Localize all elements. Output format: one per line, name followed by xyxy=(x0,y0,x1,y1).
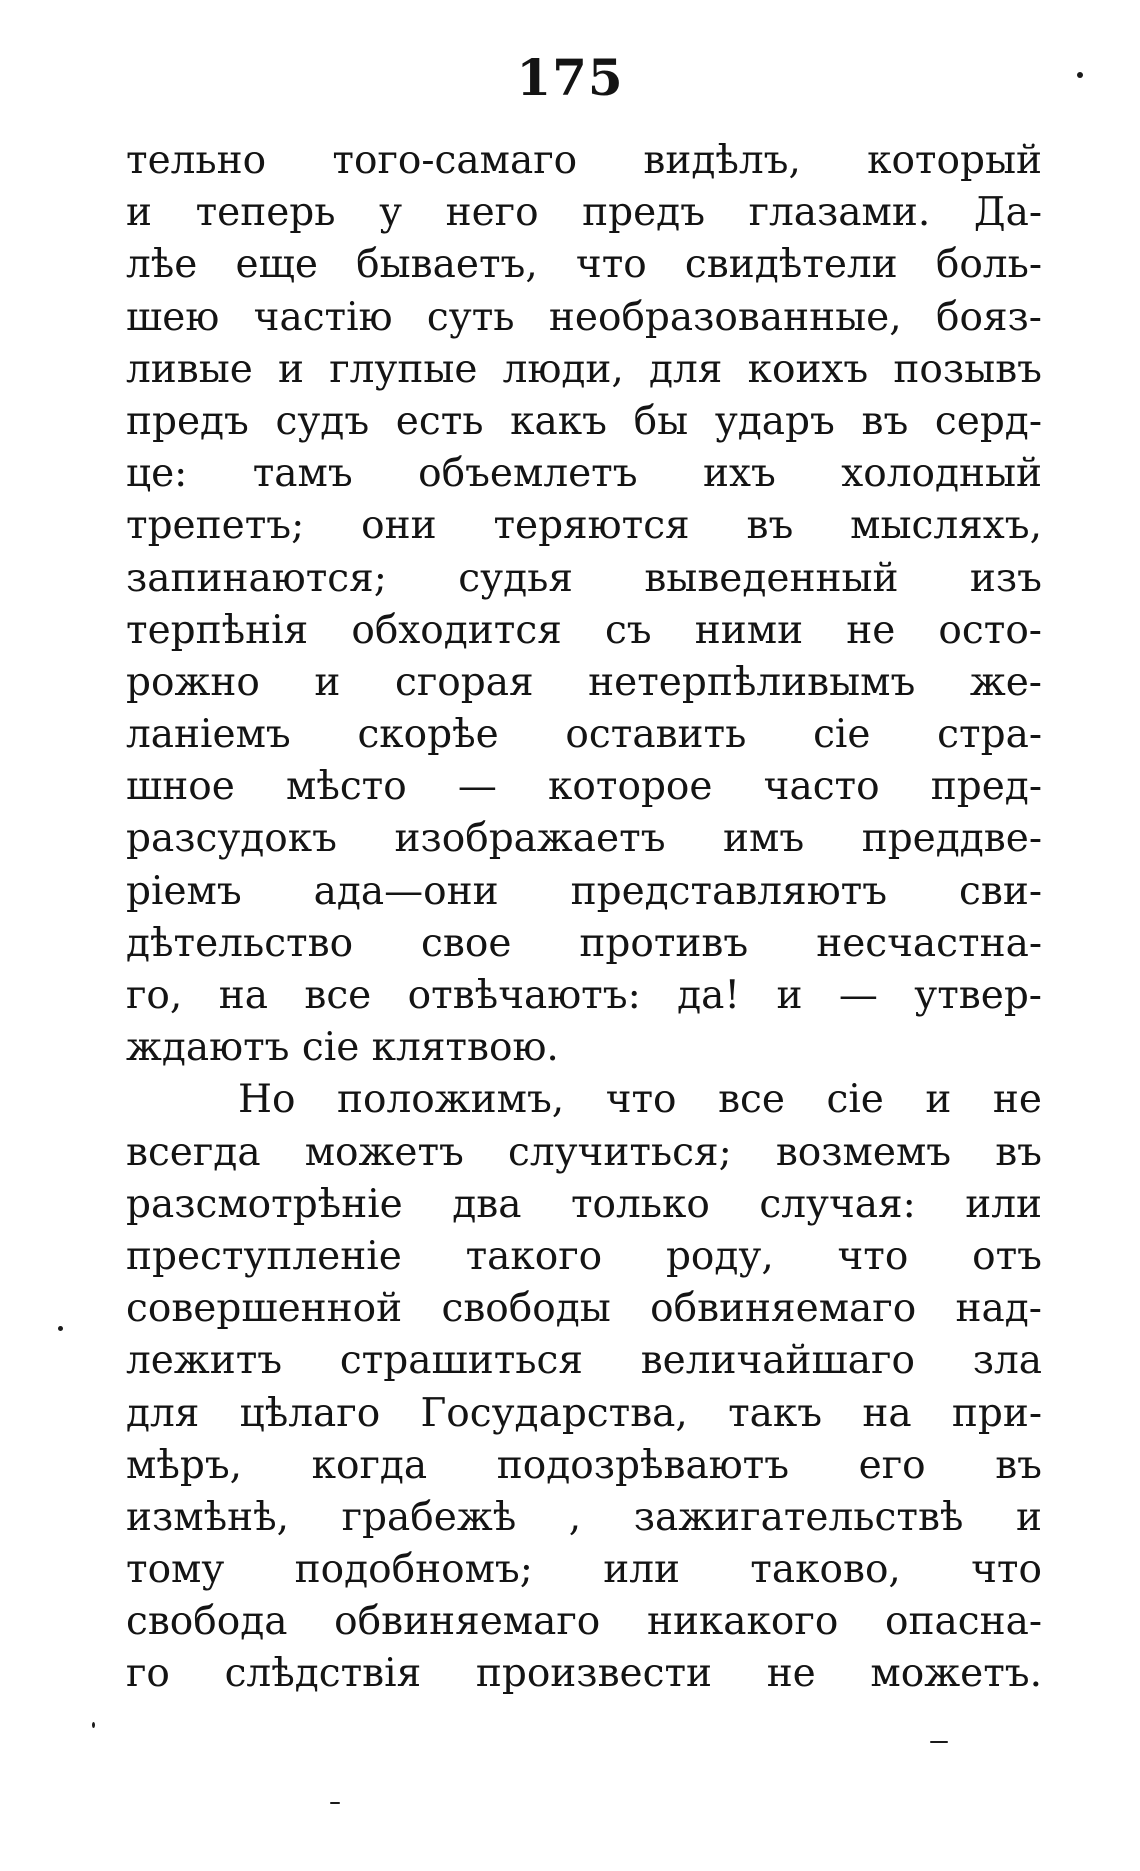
text-line: це: тамъ объемлетъ ихъ холодный xyxy=(126,451,1042,497)
text-line: всегда можетъ случиться; возмемъ въ xyxy=(126,1129,1042,1175)
text-line: лежитъ страшиться величайшаго зла xyxy=(126,1338,1042,1384)
scan-speck xyxy=(58,1326,63,1331)
text-line: дѣтельство свое противъ несчастна- xyxy=(126,920,1042,966)
text-line: го, на все отвѣчаютъ: да! и — утвер- xyxy=(126,973,1042,1018)
scan-speck xyxy=(92,1722,95,1728)
text-line: разсудокъ изображаетъ имъ преддве- xyxy=(126,816,1042,862)
text-line: ждаютъ сіе клятвою. xyxy=(126,1025,559,1071)
text-line: ріемъ ада—они представляютъ сви- xyxy=(126,868,1042,914)
text-line: предъ судъ есть какъ бы ударъ въ серд- xyxy=(126,398,1042,444)
text-line: трепетъ; они теряются въ мысляхъ, xyxy=(126,503,1042,549)
paragraph-2 xyxy=(126,1074,1042,1700)
text-line: совершенной свободы обвиняемаго над- xyxy=(126,1286,1042,1332)
text-line: свобода обвиняемаго никакого опасна- xyxy=(126,1599,1042,1645)
text-line: шею частію суть необразованные, бояз- xyxy=(126,294,1042,340)
text-line: ланіемъ скорѣе оставить сіе стра- xyxy=(126,712,1042,758)
text-line: Но положимъ, что все сіе и не xyxy=(238,1077,1042,1123)
text-line: запинаются; судья выведенный изъ xyxy=(126,555,1042,601)
text-line: для цѣлаго Государства, такъ на при- xyxy=(126,1390,1042,1436)
scan-speck xyxy=(1077,72,1083,78)
page-number: 175 xyxy=(516,48,624,107)
text-line: тельно того-самаго видѣлъ, который xyxy=(126,138,1042,183)
text-line: терпѣнія обходится съ ними не осто- xyxy=(126,607,1042,653)
body-text xyxy=(126,135,1042,1701)
text-line: мѣръ, когда подозрѣваютъ его въ xyxy=(126,1442,1042,1488)
text-line: ливые и глупые люди, для коихъ позывъ xyxy=(126,346,1042,392)
text-line: шное мѣсто — которое часто пред- xyxy=(126,764,1042,810)
text-line: лѣе еще бываетъ, что свидѣтели боль- xyxy=(126,242,1042,288)
text-line: разсмотрѣніе два только случая: или xyxy=(126,1181,1042,1227)
text-line: рожно и сгорая нетерпѣливымъ же- xyxy=(126,659,1042,705)
paragraph-1 xyxy=(126,135,1042,1074)
text-line: тому подобномъ; или таково, что xyxy=(126,1547,1042,1593)
scan-speck xyxy=(330,1802,340,1804)
text-line: и теперь у него предъ глазами. Да- xyxy=(126,190,1042,236)
text-line: измѣнѣ, грабежѣ , зажигательствѣ и xyxy=(126,1494,1042,1540)
text-line: преступленіе такого роду, что отъ xyxy=(126,1233,1042,1279)
scan-speck xyxy=(930,1741,948,1743)
text-line: го слѣдствія произвести не можетъ. xyxy=(126,1651,1042,1697)
